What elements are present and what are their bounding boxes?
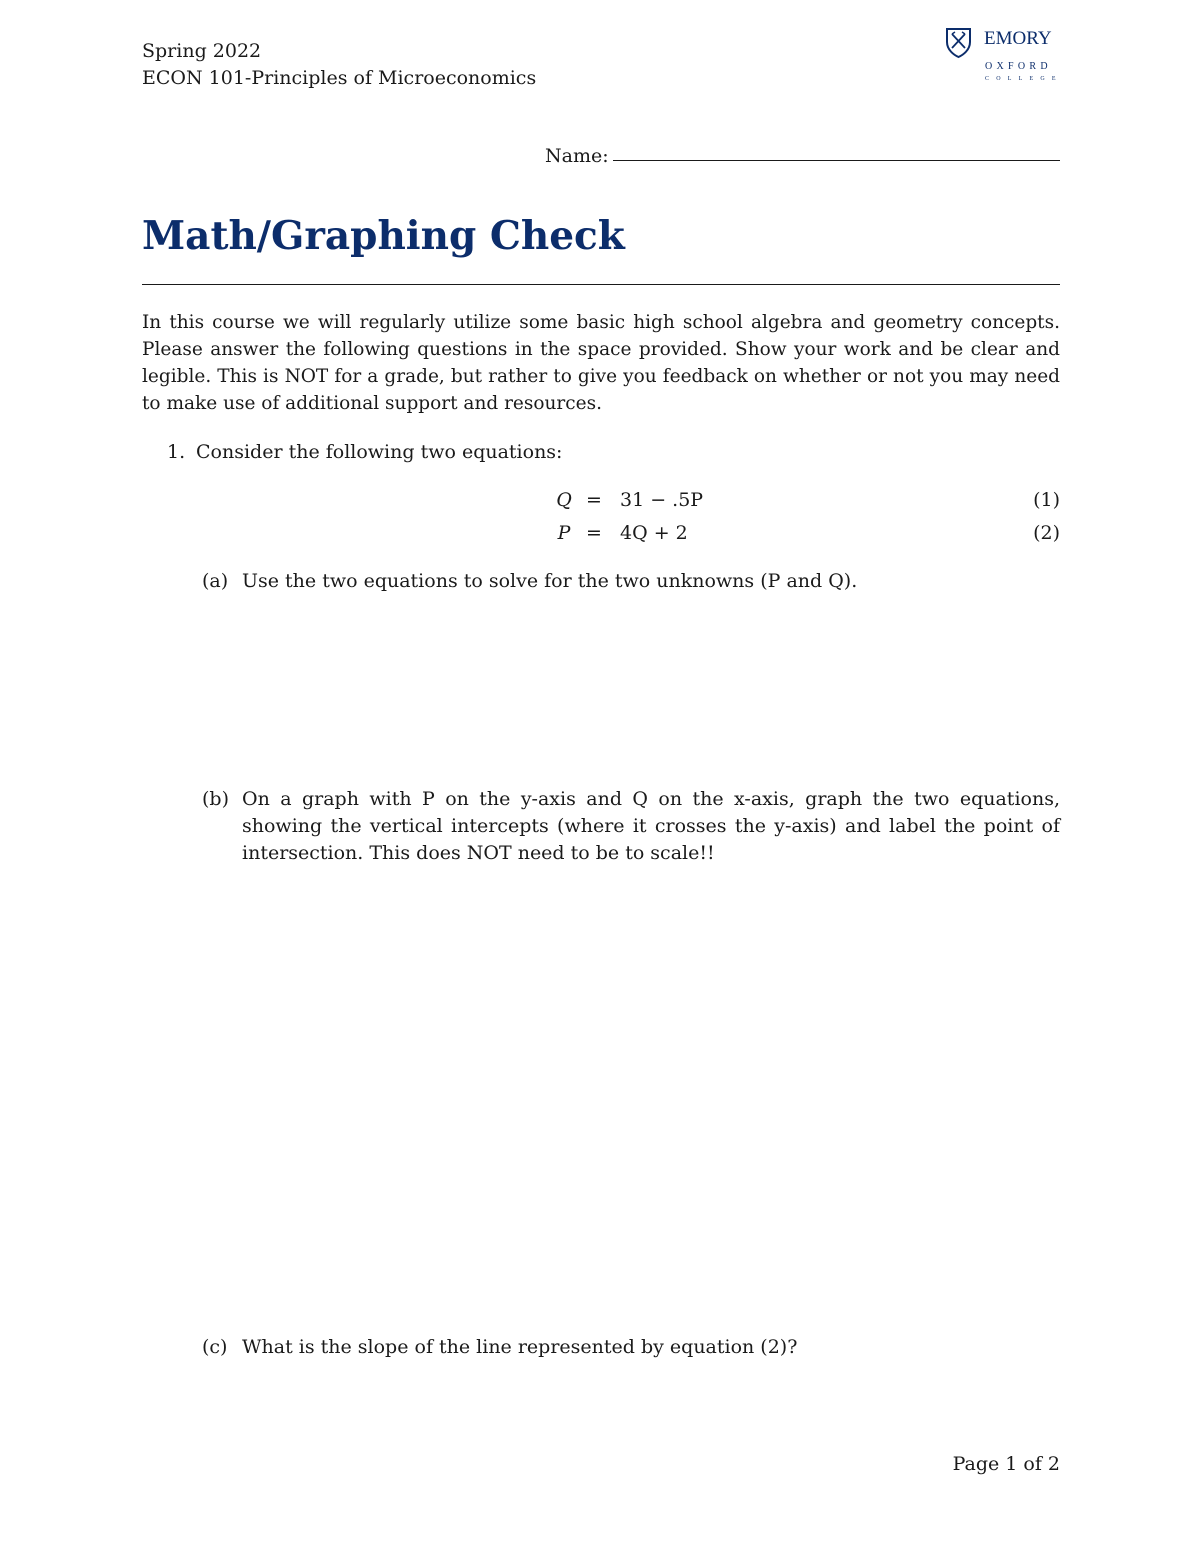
equation-equals: = bbox=[586, 489, 602, 511]
part-b-label: (b) bbox=[202, 788, 229, 810]
equation-equals: = bbox=[586, 522, 602, 544]
name-input-line[interactable] bbox=[613, 160, 1060, 161]
shield-icon bbox=[944, 26, 1059, 86]
equation-lhs: Q bbox=[556, 489, 572, 511]
equation-rhs: 31 − .5P bbox=[620, 489, 704, 511]
equation-row bbox=[142, 518, 1060, 548]
equation-tag: (2) bbox=[1033, 522, 1060, 544]
equation-rhs: 4Q + 2 bbox=[620, 522, 688, 544]
title-divider bbox=[142, 284, 1060, 285]
course-title: ECON 101-Principles of Microeconomics bbox=[142, 67, 537, 89]
part-a-label: (a) bbox=[202, 570, 229, 592]
part-b-text: On a graph with P on the y-axis and Q on the x-axis, graph the two equations, showing the vertical intercepts (where it crosses the y-axis) and label the point of intersection. This does NOT need to be to scale!! bbox=[242, 788, 1060, 864]
logo-campus: OXFORD bbox=[985, 61, 1052, 72]
intro-paragraph: In this course we will regularly utilize some basic high school algebra and geometry concepts. Please answer the following questions in the space provided. Show your work and be clear and legible. This is NOT for a grade, but rather to give you feedback on whether or not you may need to make use of additional support and resources. bbox=[142, 312, 1060, 414]
page-number: Page 1 of 2 bbox=[952, 1453, 1060, 1475]
part-c-label: (c) bbox=[202, 1336, 228, 1358]
emory-oxford-logo bbox=[944, 26, 1059, 86]
part-a-text: Use the two equations to solve for the two unknowns (P and Q). bbox=[242, 570, 858, 592]
part-c-text: What is the slope of the line represented by equation (2)? bbox=[242, 1336, 798, 1358]
equation-lhs: P bbox=[557, 522, 571, 544]
semester-label: Spring 2022 bbox=[142, 40, 262, 62]
question-number: 1. bbox=[167, 441, 186, 463]
logo-wordmark: EMORY bbox=[984, 28, 1052, 49]
question-text: Consider the following two equations: bbox=[196, 441, 563, 463]
equation-row bbox=[142, 485, 1060, 515]
name-field[interactable] bbox=[545, 143, 1060, 169]
logo-unit: COLLEGE bbox=[985, 76, 1059, 82]
page-title: Math/Graphing Check bbox=[142, 213, 625, 259]
equation-tag: (1) bbox=[1033, 489, 1060, 511]
name-label: Name: bbox=[545, 145, 609, 167]
